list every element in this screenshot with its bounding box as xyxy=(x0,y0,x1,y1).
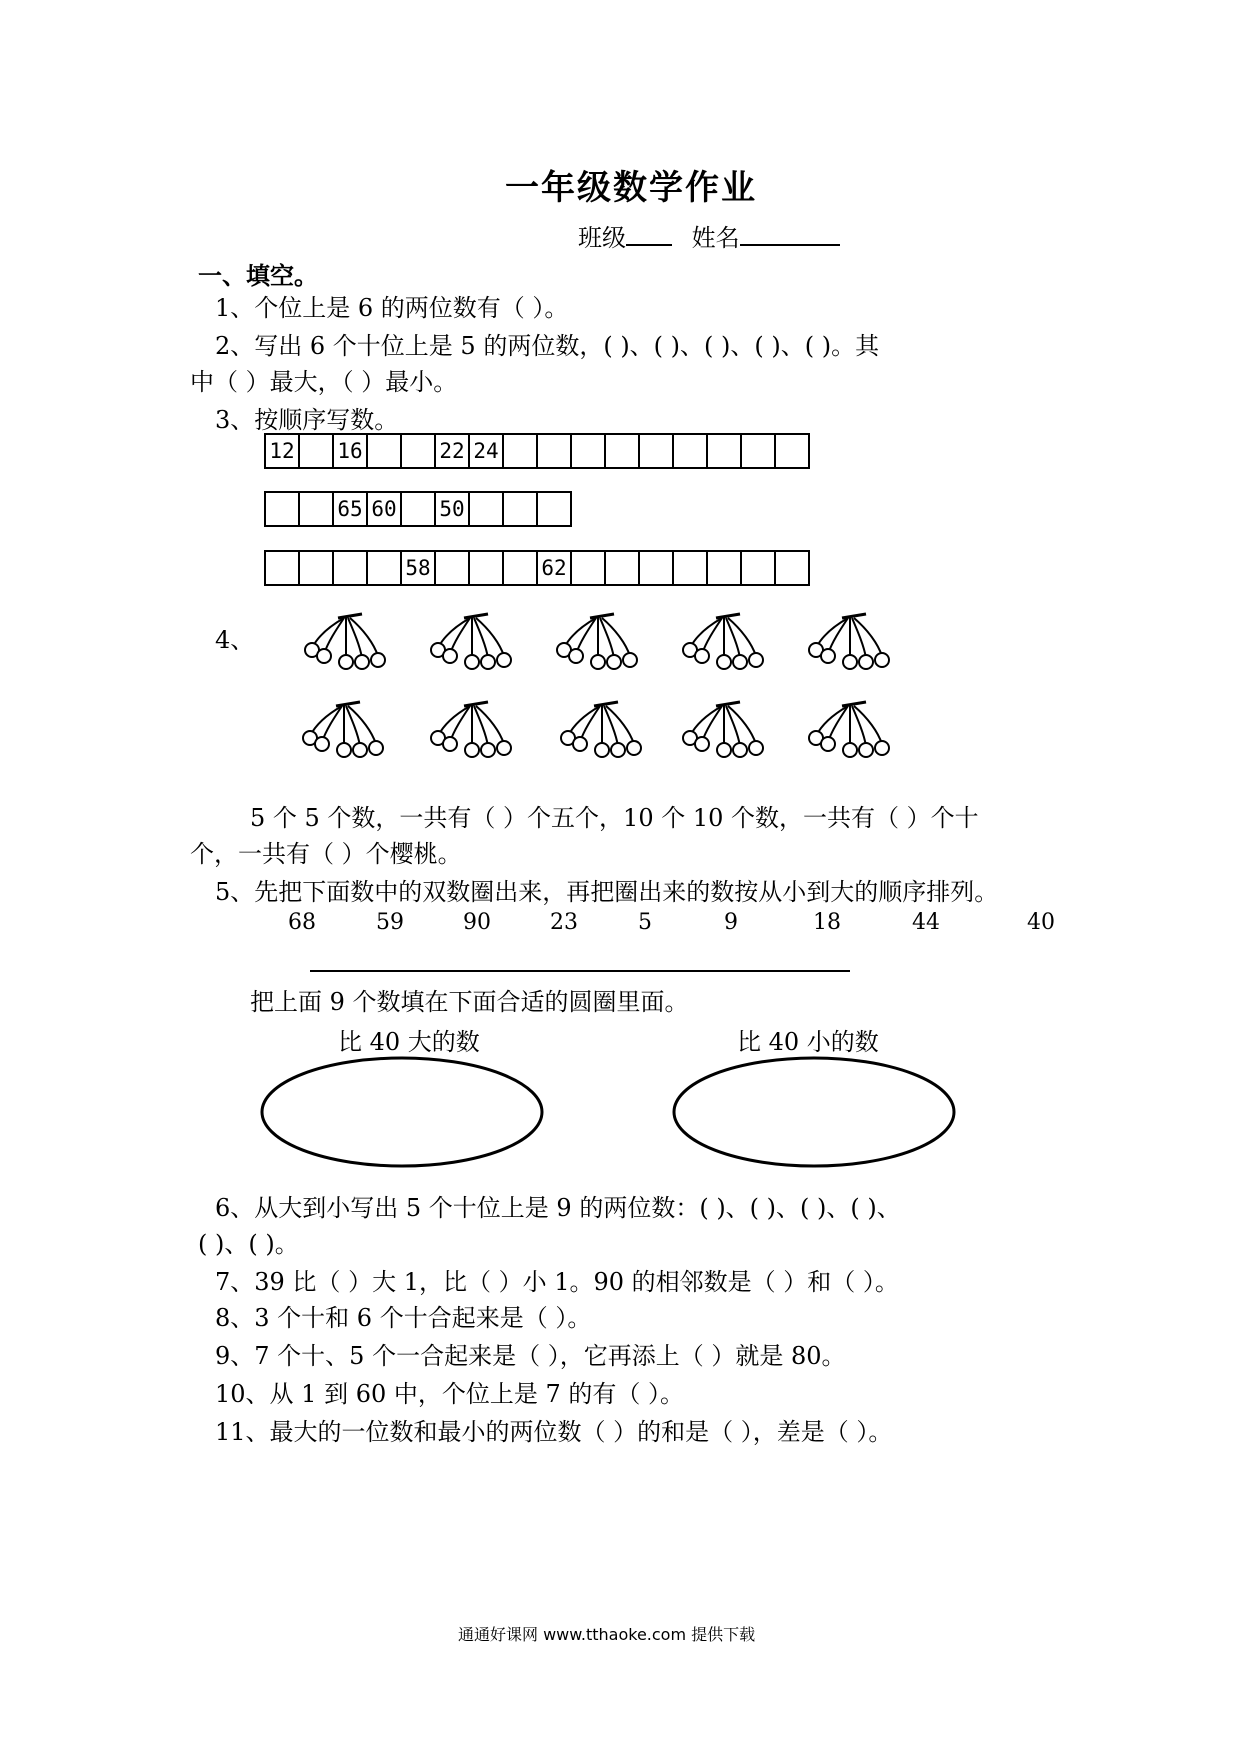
question-4-label: 4、 xyxy=(215,626,255,654)
number-item: 9 xyxy=(724,910,738,935)
grid-cell[interactable] xyxy=(299,492,333,526)
grid-cell[interactable] xyxy=(741,551,775,585)
grid-cell[interactable] xyxy=(571,434,605,468)
grid-cell[interactable] xyxy=(775,434,809,468)
number-grid-2 xyxy=(264,491,572,527)
grid-cell[interactable] xyxy=(707,434,741,468)
grid-cell[interactable]: 65 xyxy=(333,492,367,526)
grid-cell[interactable] xyxy=(503,434,537,468)
number-item: 18 xyxy=(813,910,841,935)
class-blank xyxy=(626,224,672,246)
grid-cell[interactable]: 24 xyxy=(469,434,503,468)
question-9: 9、7 个十、5 个一合起来是（ ），它再添上（ ）就是 80。 xyxy=(215,1342,846,1370)
grid-cell[interactable]: 58 xyxy=(401,551,435,585)
number-grid-3 xyxy=(264,550,810,586)
question-4-line-2: 个，一共有（ ）个樱桃。 xyxy=(190,840,462,868)
question-10: 10、从 1 到 60 中，个位上是 7 的有（ ）。 xyxy=(215,1380,685,1408)
name-label: 姓名 xyxy=(691,224,740,252)
sorting-ovals xyxy=(250,1050,970,1180)
question-11: 11、最大的一位数和最小的两位数（ ）的和是（ ），差是（ ）。 xyxy=(215,1418,893,1446)
class-label: 班级 xyxy=(578,224,626,252)
grid-cell[interactable]: 50 xyxy=(435,492,469,526)
grid-cell[interactable]: 60 xyxy=(367,492,401,526)
question-2-line-1: 2、写出 6 个十位上是 5 的两位数，( )、( )、( )、( )、( )。其 xyxy=(215,332,880,360)
number-item: 90 xyxy=(463,910,491,935)
grid-cell[interactable] xyxy=(435,551,469,585)
question-6-line-2: ( )、( )。 xyxy=(198,1230,299,1258)
question-6-line-1: 6、从大到小写出 5 个十位上是 9 的两位数：( )、( )、( )、( )、 xyxy=(215,1194,901,1222)
question-8: 8、3 个十和 6 个十合起来是（ ）。 xyxy=(215,1304,592,1332)
grid-cell[interactable] xyxy=(571,551,605,585)
number-item: 68 xyxy=(288,910,316,935)
number-item: 40 xyxy=(1027,910,1055,935)
grid-cell[interactable]: 62 xyxy=(537,551,571,585)
grid-cell[interactable] xyxy=(673,551,707,585)
grid-cell[interactable] xyxy=(537,434,571,468)
grid-cell[interactable] xyxy=(775,551,809,585)
section-heading: 一、填空。 xyxy=(198,262,318,290)
grid-cell[interactable] xyxy=(503,492,537,526)
grid-cell[interactable] xyxy=(367,551,401,585)
number-item: 23 xyxy=(550,910,578,935)
grid-cell[interactable] xyxy=(469,551,503,585)
question-2-line-2: 中（ ）最大，（ ）最小。 xyxy=(190,368,458,396)
grid-cell[interactable] xyxy=(503,551,537,585)
grid-cell[interactable]: 16 xyxy=(333,434,367,468)
class-name-line xyxy=(578,218,840,253)
number-item: 5 xyxy=(638,910,652,935)
oval-greater xyxy=(262,1058,542,1166)
grid-cell[interactable] xyxy=(469,492,503,526)
number-item: 44 xyxy=(912,910,940,935)
question-4-line-1: 5 个 5 个数，一共有（ ）个五个，10 个 10 个数，一共有（ ）个十 xyxy=(250,804,979,832)
grid-cell[interactable] xyxy=(639,434,673,468)
number-grid-1 xyxy=(264,433,810,469)
footer-credit: 通通好课网 www.tthaoke.com 提供下载 xyxy=(458,1625,756,1644)
question-1: 1、个位上是 6 的两位数有（ ）。 xyxy=(215,294,569,322)
answer-line xyxy=(310,970,850,972)
grid-cell[interactable] xyxy=(265,492,299,526)
grid-cell[interactable] xyxy=(367,434,401,468)
oval-right-label: 比 40 小的数 xyxy=(737,1028,879,1056)
number-item: 59 xyxy=(376,910,404,935)
grid-cell[interactable] xyxy=(707,551,741,585)
grid-cell[interactable]: 22 xyxy=(435,434,469,468)
question-5-fill: 把上面 9 个数填在下面合适的圆圈里面。 xyxy=(250,988,689,1016)
grid-cell[interactable] xyxy=(673,434,707,468)
grid-cell[interactable] xyxy=(265,551,299,585)
grid-cell[interactable] xyxy=(741,434,775,468)
grid-cell[interactable] xyxy=(333,551,367,585)
grid-cell[interactable] xyxy=(401,434,435,468)
question-5: 5、先把下面数中的双数圈出来，再把圈出来的数按从小到大的顺序排列。 xyxy=(215,878,999,906)
grid-cell[interactable]: 12 xyxy=(265,434,299,468)
oval-less xyxy=(674,1058,954,1166)
question-3: 3、按顺序写数。 xyxy=(215,406,399,434)
grid-cell[interactable] xyxy=(639,551,673,585)
grid-cell[interactable] xyxy=(299,434,333,468)
question-7: 7、39 比（ ）大 1，比（ ）小 1。90 的相邻数是（ ）和（ ）。 xyxy=(215,1268,899,1296)
name-blank xyxy=(740,224,840,246)
grid-cell[interactable] xyxy=(605,551,639,585)
oval-left-label: 比 40 大的数 xyxy=(338,1028,480,1056)
grid-cell[interactable] xyxy=(537,492,571,526)
cherries-illustration xyxy=(290,600,930,780)
grid-cell[interactable] xyxy=(299,551,333,585)
grid-cell[interactable] xyxy=(401,492,435,526)
grid-cell[interactable] xyxy=(605,434,639,468)
page-title: 一年级数学作业 xyxy=(505,168,757,208)
